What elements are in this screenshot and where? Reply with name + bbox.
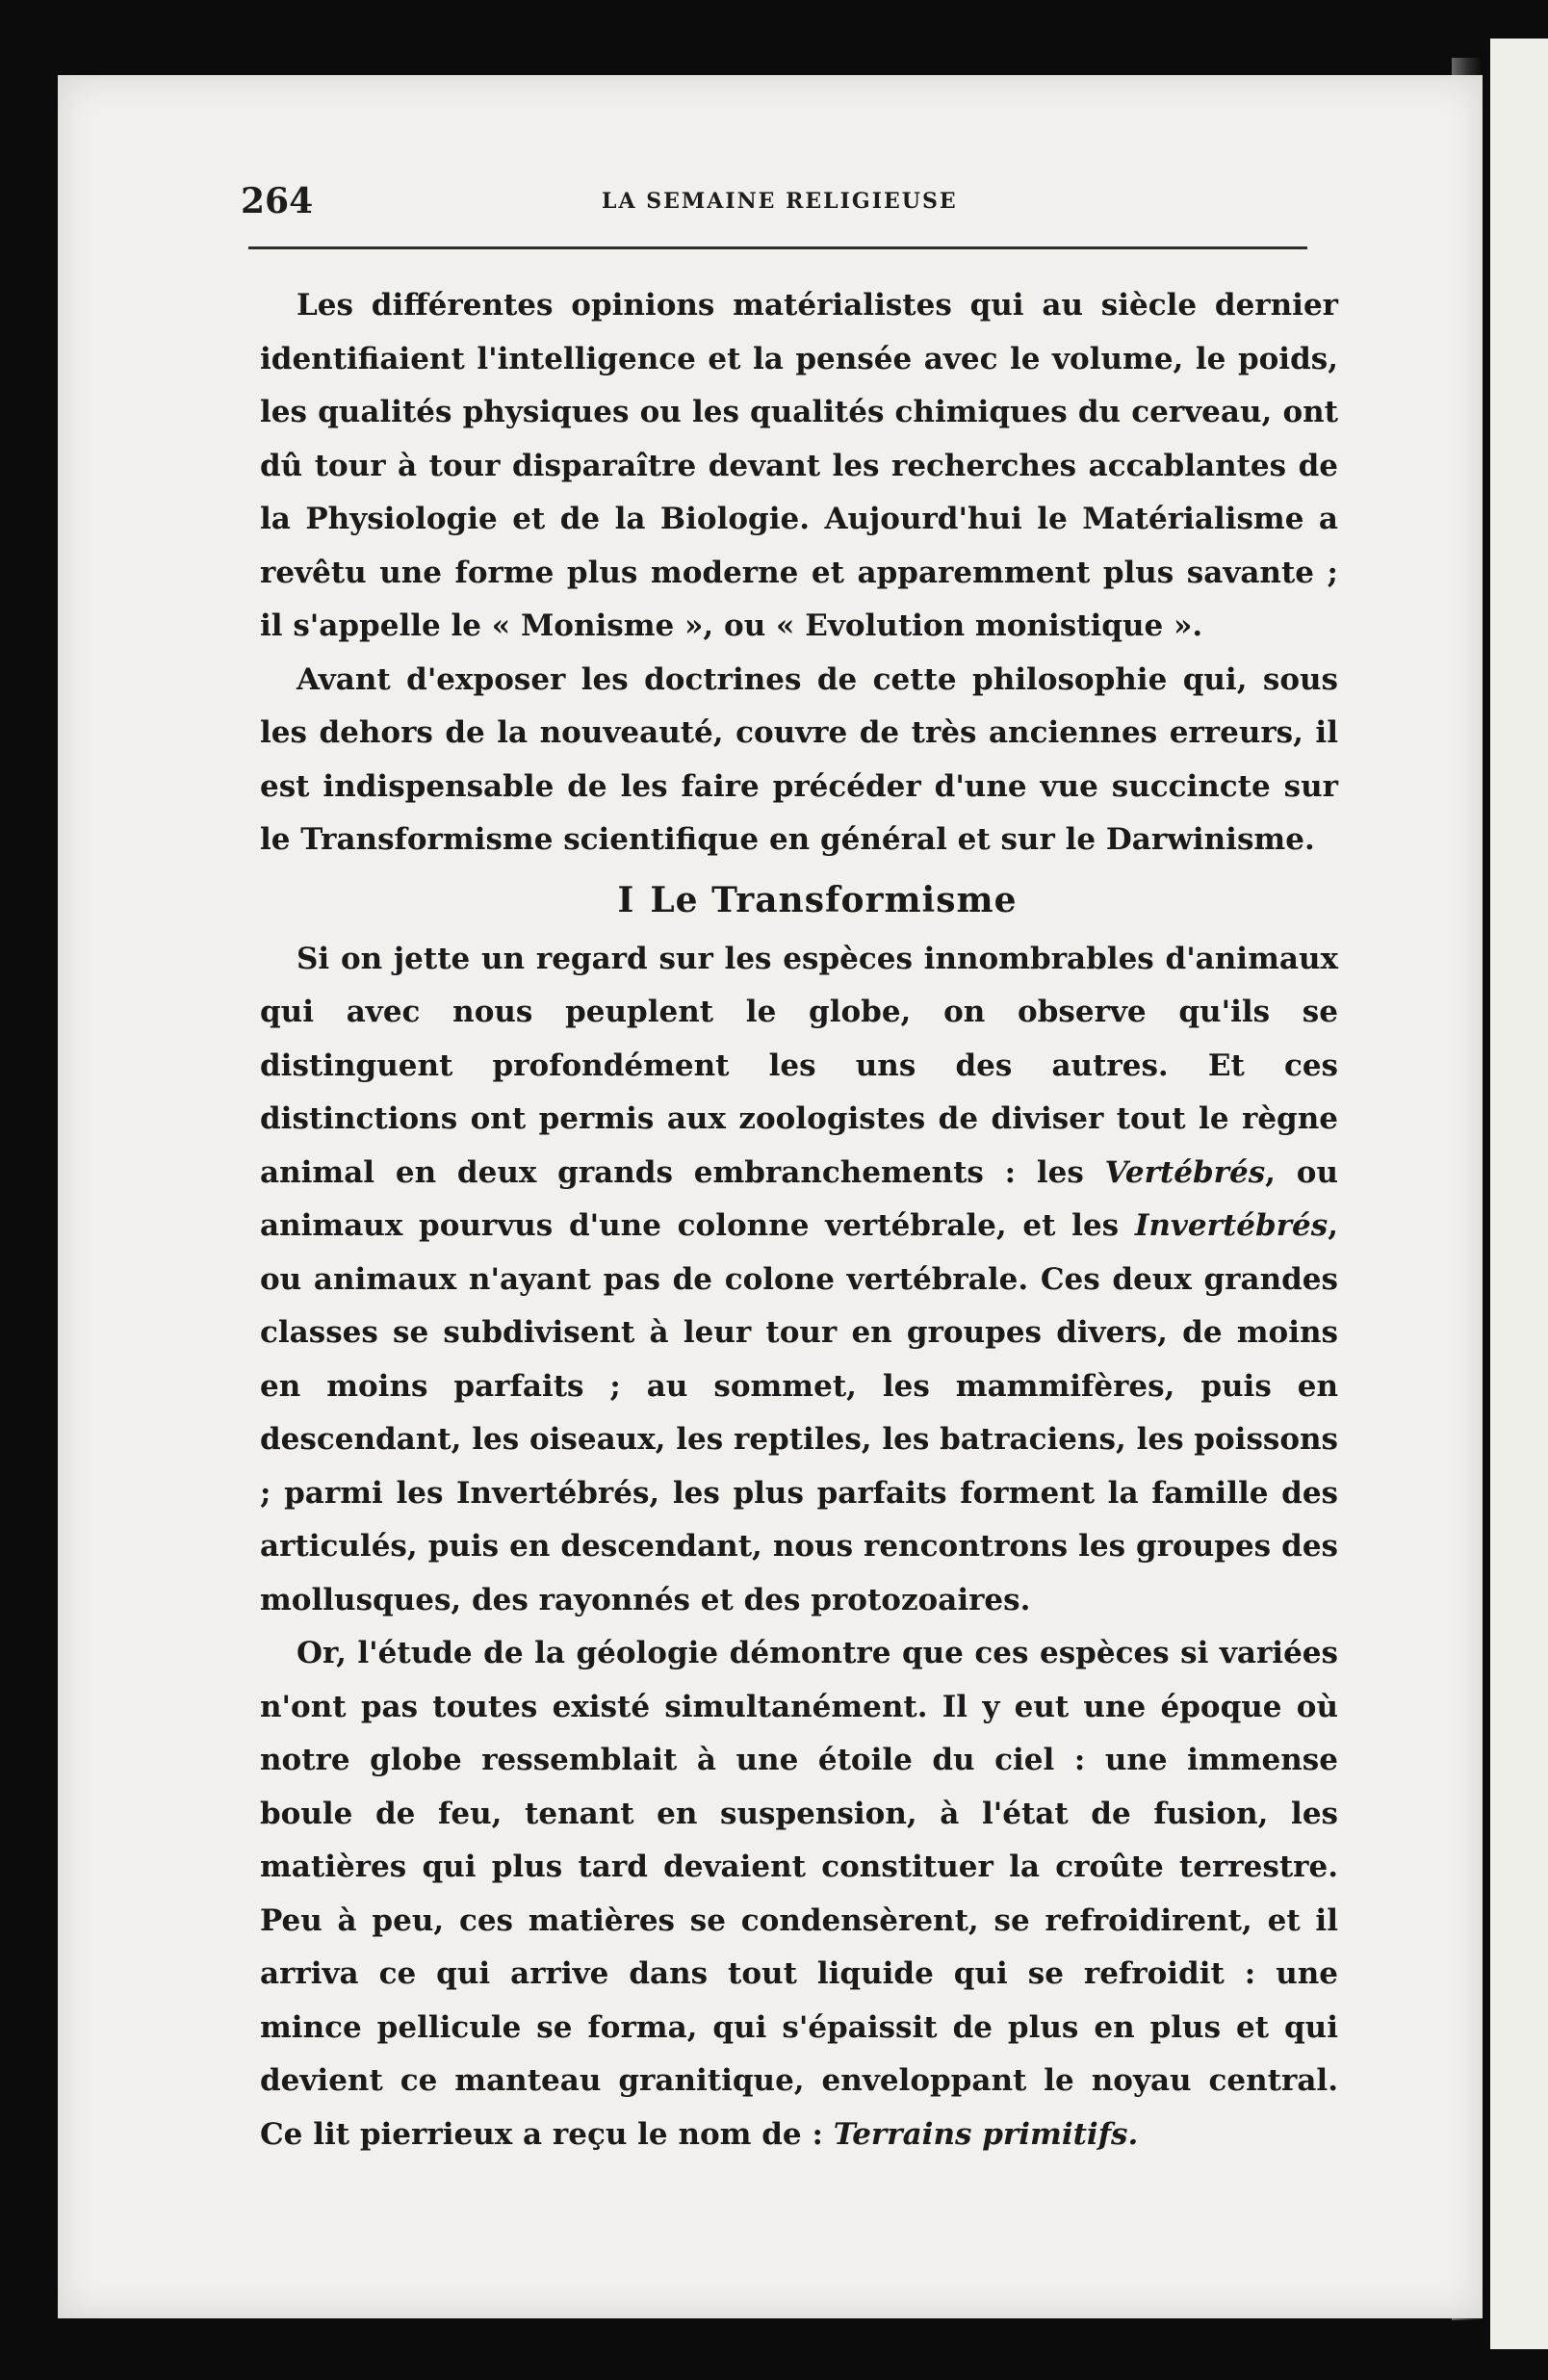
paragraph-4 — [260, 1627, 1338, 2161]
paragraph-2: Avant d'exposer les doctrines de cette philosophie qui, sous les dehors de la nouveauté, couvre de très anciennes erreurs, il est indispensable de les faire précéder d'une vue succincte sur le Transformisme scientifique en général et sur le Darwinisme. — [260, 661, 1338, 857]
header-rule — [248, 246, 1307, 249]
page-body — [260, 279, 1338, 2161]
term-terrains-primitifs: Terrains primitifs. — [833, 2116, 1139, 2152]
running-title: LA SEMAINE RELIGIEUSE — [602, 189, 958, 214]
paragraph-3-text-a: Si on jette un regard sur les espèces innombrables d'animaux qui avec nous peuplent le globe, on observe qu'ils se distinguent profondément les uns des autres. Et ces distinctions ont permis aux zoologistes de diviser tout le règne animal en deux grands embranchements : les — [260, 941, 1338, 1190]
page-number: 264 — [241, 181, 314, 221]
paragraph-4-text-a: Or, l'étude de la géologie démontre que ces espèces si variées n'ont pas toutes existé simultanément. Il y eut une époque où notre globe ressemblait à une étoile du ciel : une immense boule de feu, tenant en suspension, à l'état de fusion, les matières qui plus tard devaient constituer la croûte terrestre. Peu à peu, ces matières se condensèrent, se refroidirent, et il arriva ce qui arrive dans tout liquide qui se refroidit : une mince pellicule se forma, qui s'épaissit de plus en plus et qui devient ce manteau granitique, enveloppant le noyau central. Ce lit pierrieux a reçu le nom de : — [260, 1636, 1338, 2152]
section-number: I — [617, 879, 635, 920]
term-vertebres: Vertébrés — [1104, 1154, 1266, 1190]
section-heading — [260, 867, 1338, 933]
paragraph-3 — [260, 933, 1338, 1628]
page-header — [241, 181, 1319, 229]
paragraph-1: Les différentes opinions matérialistes qui au siècle dernier identifiaient l'intelligence et la pensée avec le volume, le poids, les qualités physiques ou les qualités chimiques du cerveau, ont dû tour à tour disparaître devant les recherches accablantes de la Physiologie et de la Biologie. Aujourd'hui le Matérialisme a revêtu une forme plus moderne et apparemment plus savante ; il s'appelle le « Monisme », ou « Evolution monistique ». — [260, 288, 1338, 643]
paragraph-3-text-c: , ou animaux n'ayant pas de colone vertébrale. Ces deux grandes classes se subdivisent à leur tour en groupes divers, de moins en moins parfaits ; au sommet, les mammifères, puis en descendant, les oiseaux, les reptiles, les batraciens, les poissons ; parmi les Invertébrés, les plus parfaits forment la famille des articulés, puis en descendant, nous rencontrons les groupes des mollusques, des rayonnés et des protozoaires. — [260, 1208, 1339, 1617]
section-title: Le Transformisme — [650, 879, 1018, 920]
adjacent-page-edge — [1490, 39, 1548, 2349]
term-invertebres: Invertébrés — [1134, 1208, 1329, 1243]
paragraph-3-text-b: , ou animaux pourvus d'une colonne vertébrale, et les — [260, 1154, 1338, 1243]
